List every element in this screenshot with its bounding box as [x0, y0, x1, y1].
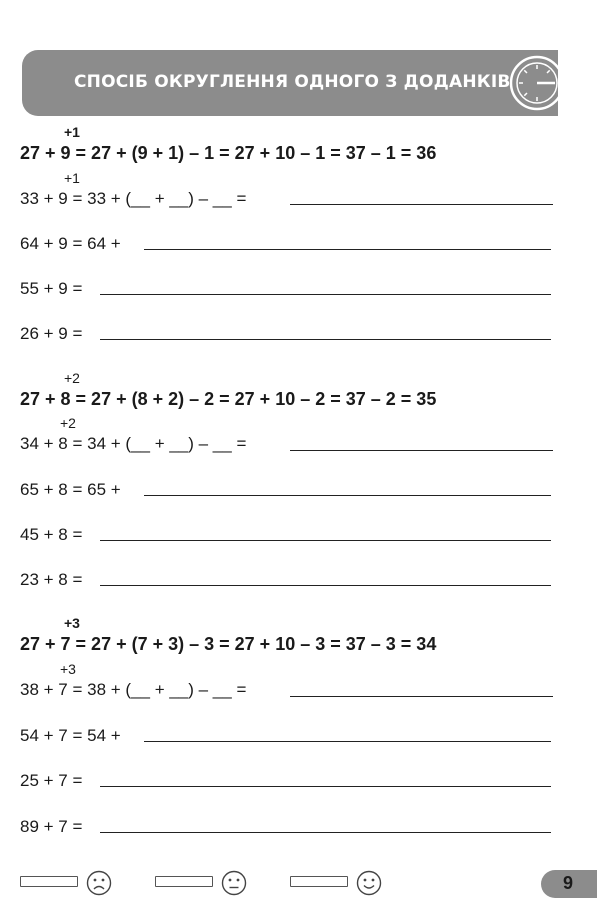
happy-face-icon	[356, 870, 382, 896]
exercise-text: 65 + 8 = 65 +	[20, 480, 121, 499]
answer-line[interactable]	[290, 204, 553, 205]
exercise-text: 25 + 7 =	[20, 771, 83, 790]
exercise-text: 26 + 9 =	[20, 324, 83, 343]
worked-example: 27 + 8 = 27 + (8 + 2) – 2 = 27 + 10 – 2 = 37 – 2 = 35	[20, 389, 437, 409]
exercise-text: 33 + 9 = 33 + (__ + __) – __ =	[20, 189, 247, 208]
answer-line[interactable]	[144, 741, 551, 742]
worked-example: 27 + 7 = 27 + (7 + 3) – 3 = 27 + 10 – 3 = 37 – 3 = 34	[20, 634, 437, 654]
exercise-text: 45 + 8 =	[20, 525, 83, 544]
exercise-text: 23 + 8 =	[20, 570, 83, 589]
answer-line[interactable]	[100, 339, 551, 340]
clock-icon	[508, 54, 558, 112]
page-number-badge	[541, 870, 597, 898]
rating-box[interactable]	[290, 876, 348, 887]
rating-box[interactable]	[155, 876, 213, 887]
answer-line[interactable]	[100, 832, 551, 833]
exercise-text: 64 + 9 = 64 +	[20, 234, 121, 253]
exercise-text: 38 + 7 = 38 + (__ + __) – __ =	[20, 680, 247, 699]
section-title: СПОСІБ ОКРУГЛЕННЯ ОДНОГО З ДОДАНКІВ	[74, 72, 511, 92]
self-assessment-neutral[interactable]	[155, 870, 255, 898]
self-assessment-happy[interactable]	[290, 870, 390, 898]
example-superscript: +1	[64, 124, 80, 140]
exercise-text: 54 + 7 = 54 +	[20, 726, 121, 745]
exercise-text: 89 + 7 =	[20, 817, 83, 836]
page-number: 9	[563, 873, 574, 893]
answer-line[interactable]	[144, 249, 551, 250]
neutral-face-icon	[221, 870, 247, 896]
exercise-superscript: +1	[64, 170, 80, 186]
exercise-superscript: +2	[60, 415, 76, 431]
example-superscript: +2	[64, 370, 80, 386]
exercise-text: 55 + 9 =	[20, 279, 83, 298]
self-assessment-sad[interactable]	[20, 870, 120, 898]
answer-line[interactable]	[144, 495, 551, 496]
answer-line[interactable]	[290, 450, 553, 451]
answer-line[interactable]	[100, 294, 551, 295]
answer-line[interactable]	[100, 540, 551, 541]
answer-line[interactable]	[100, 585, 551, 586]
exercise-text: 34 + 8 = 34 + (__ + __) – __ =	[20, 434, 247, 453]
section-header	[22, 50, 558, 116]
example-superscript: +3	[64, 615, 80, 631]
answer-line[interactable]	[100, 786, 551, 787]
answer-line[interactable]	[290, 696, 553, 697]
rating-box[interactable]	[20, 876, 78, 887]
sad-face-icon	[86, 870, 112, 896]
exercise-superscript: +3	[60, 661, 76, 677]
worked-example: 27 + 9 = 27 + (9 + 1) – 1 = 27 + 10 – 1 = 37 – 1 = 36	[20, 143, 437, 163]
